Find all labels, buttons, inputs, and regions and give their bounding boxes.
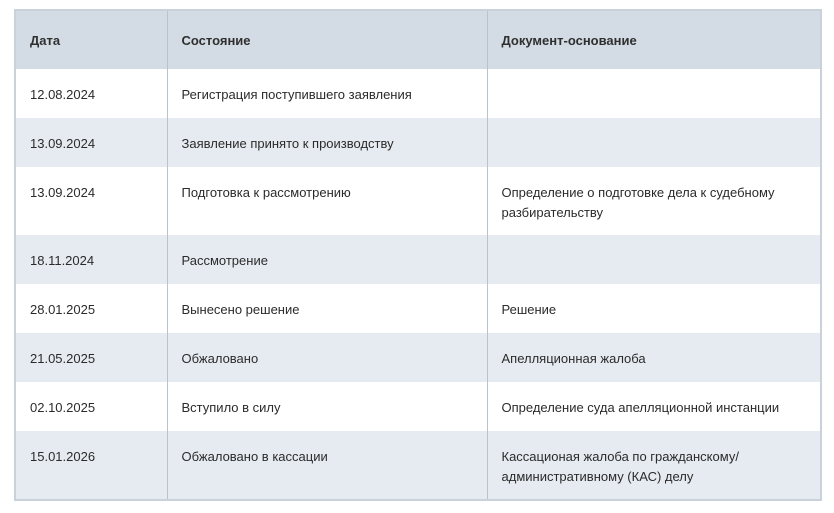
table-row: [16, 382, 820, 431]
cell-document: Апелляционная жалоба: [487, 333, 820, 382]
cell-state: Вступило в силу: [167, 382, 487, 431]
case-history-table-container: [14, 9, 822, 501]
table-row: [16, 235, 820, 284]
cell-document: [487, 69, 820, 118]
cell-date: 15.01.2026: [16, 431, 167, 499]
cell-state: Обжаловано: [167, 333, 487, 382]
column-header-date: Дата: [16, 11, 167, 69]
cell-date: 13.09.2024: [16, 118, 167, 167]
table-row: [16, 284, 820, 333]
cell-date: 12.08.2024: [16, 69, 167, 118]
cell-document: Кассационая жалоба по гражданскому/ административному (КАС) делу: [487, 431, 820, 499]
cell-document: [487, 235, 820, 284]
cell-state: Заявление принято к производству: [167, 118, 487, 167]
cell-date: 02.10.2025: [16, 382, 167, 431]
cell-date: 28.01.2025: [16, 284, 167, 333]
table-row: [16, 69, 820, 118]
cell-state: Вынесено решение: [167, 284, 487, 333]
table-row: [16, 333, 820, 382]
cell-state: Рассмотрение: [167, 235, 487, 284]
cell-date: 13.09.2024: [16, 167, 167, 235]
cell-document: Определение суда апелляционной инстанции: [487, 382, 820, 431]
column-header-state: Состояние: [167, 11, 487, 69]
column-header-document: Документ-основание: [487, 11, 820, 69]
cell-document: [487, 118, 820, 167]
cell-state: Подготовка к рассмотрению: [167, 167, 487, 235]
cell-state: Обжаловано в кассации: [167, 431, 487, 499]
table-row: [16, 167, 820, 235]
case-history-table: [16, 11, 820, 499]
cell-document: Решение: [487, 284, 820, 333]
cell-date: 18.11.2024: [16, 235, 167, 284]
cell-date: 21.05.2025: [16, 333, 167, 382]
cell-state: Регистрация поступившего заявления: [167, 69, 487, 118]
table-header-row: [16, 11, 820, 69]
table-row: [16, 118, 820, 167]
cell-document: Определение о подготовке дела к судебному разбирательству: [487, 167, 820, 235]
table-row: [16, 431, 820, 499]
